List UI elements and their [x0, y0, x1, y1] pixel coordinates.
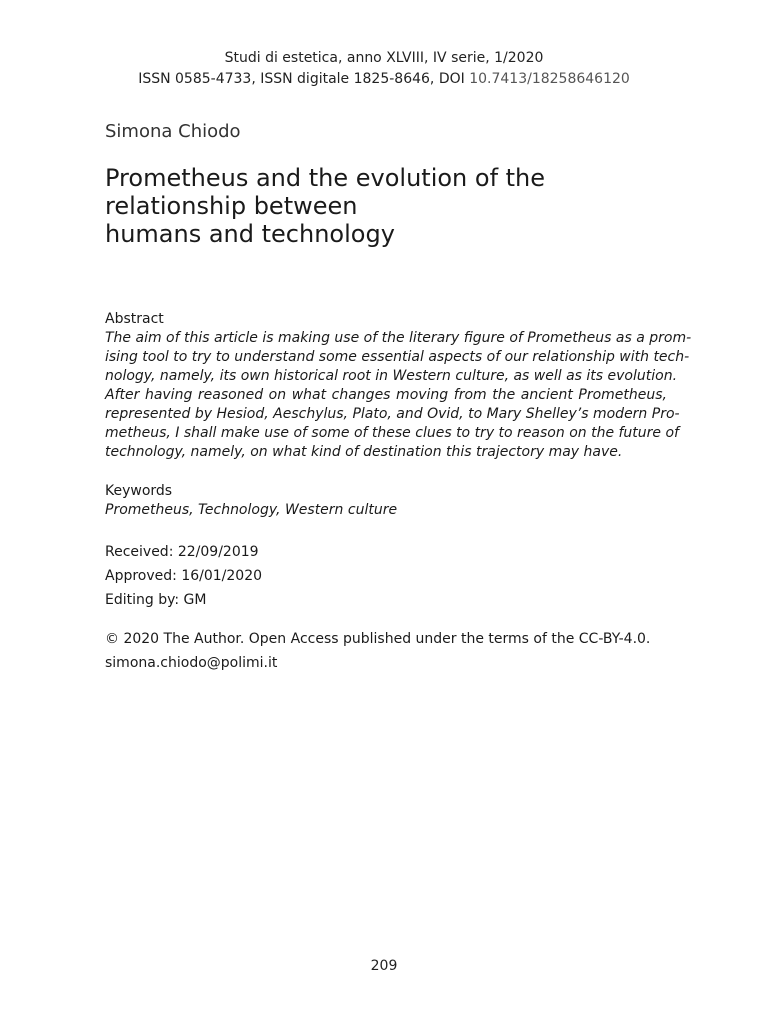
article-title	[105, 164, 665, 248]
issn-line	[0, 69, 768, 90]
issn-text: ISSN 0585-4733, ISSN digitale 1825-8646, DOI	[138, 71, 470, 87]
title-line-2: relationship between	[105, 192, 358, 220]
page-number: 209	[370, 958, 398, 974]
title-line-1: Prometheus and the evolution of the	[105, 164, 546, 192]
keywords-heading: Keywords	[105, 483, 173, 499]
submission-meta	[105, 540, 262, 612]
approved-date: Approved: 16/01/2020	[105, 568, 263, 584]
abstract-line: The aim of this article is making use of the literary figure of Prometheus as a prom-	[105, 330, 692, 346]
abstract-line: After having reasoned on what changes moving from the ancient Prometheus,	[105, 387, 667, 403]
author-email[interactable]: simona.chiodo@polimi.it	[105, 655, 278, 671]
received-date: Received: 22/09/2019	[105, 544, 259, 560]
abstract-heading: Abstract	[105, 311, 164, 327]
abstract-line: metheus, I shall make use of some of these clues to try to reason on the future of	[105, 425, 679, 441]
keywords-section	[105, 482, 397, 520]
abstract-text	[105, 329, 692, 462]
journal-line: Studi di estetica, anno XLVIII, IV serie, 1/2020	[224, 50, 544, 66]
author-name: Simona Chiodo	[105, 121, 241, 142]
abstract-line: represented by Hesiod, Aeschylus, Plato, and Ovid, to Mary Shelley’s modern Pro-	[105, 406, 680, 422]
abstract-line: technology, namely, on what kind of destination this trajectory may have.	[105, 444, 623, 460]
editing-by: Editing by: GM	[105, 592, 207, 608]
journal-header	[0, 48, 768, 90]
license-section	[105, 627, 650, 675]
license-text: © 2020 The Author. Open Access published under the terms of the CC-BY-4.0.	[105, 631, 651, 647]
title-line-3: humans and technology	[105, 220, 395, 248]
doi-link[interactable]: 10.7413/18258646120	[469, 71, 630, 87]
abstract-line: nology, namely, its own historical root in Western culture, as well as its evolution.	[105, 368, 678, 384]
keywords-text: Prometheus, Technology, Western culture	[105, 502, 398, 518]
abstract-section	[105, 310, 692, 462]
abstract-line: ising tool to try to understand some essential aspects of our relationship with tech-	[105, 349, 690, 365]
